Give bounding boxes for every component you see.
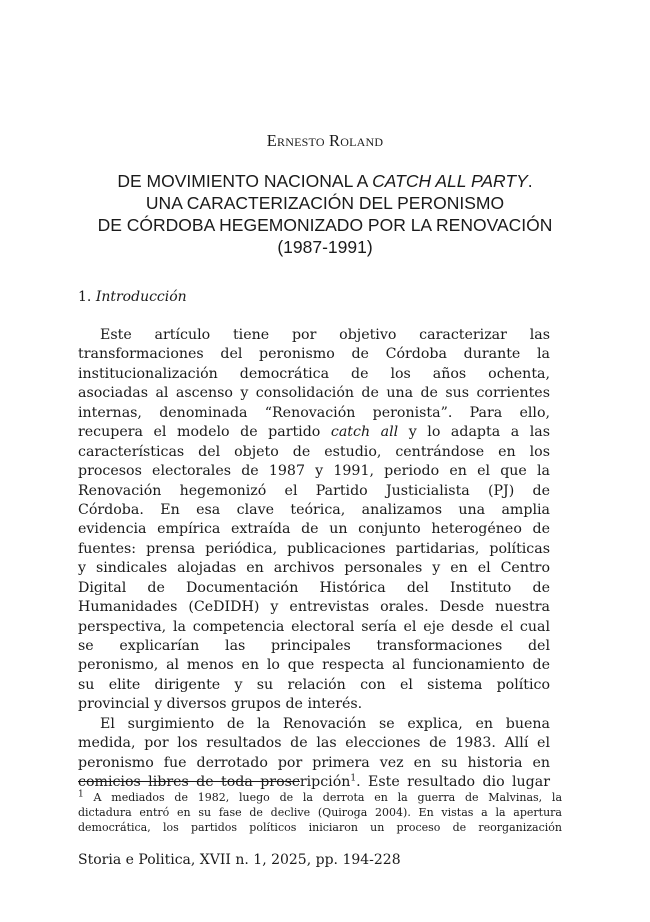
paragraph-line: Humanidades (CeDIDH) y entrevistas orales. Desde nuestra: [78, 599, 550, 616]
paragraph-line: institucionalización democrática de los años ochenta,: [78, 365, 550, 382]
paragraph-line: su elite dirigente y su relación con el sistema político: [78, 676, 550, 693]
paragraph-line: Renovación hegemonizó el Partido Justicialista (PJ) de: [78, 482, 550, 499]
paragraph-line: recupera el modelo de partido catch all y lo adapta a las: [78, 424, 550, 441]
title-line-2: UNA CARACTERIZACIÓN DEL PERONISMO: [145, 193, 505, 213]
paragraph-line: asociadas al ascenso y consolidación de una de sus corrientes: [78, 385, 550, 402]
paragraph-line: provincial y diversos grupos de interés.: [78, 696, 363, 713]
body-text: [78, 326, 550, 793]
paragraph-line: fuentes: prensa periódica, publicaciones partidarias, políticas: [78, 540, 550, 557]
paragraph-line: Digital de Documentación Histórica del Instituto de: [78, 579, 550, 596]
footnote-marker: 1: [78, 789, 84, 800]
section-number: 1.: [78, 289, 92, 305]
footnote-line: democrática, los partidos políticos iniciaron un proceso de reorganización: [78, 821, 562, 834]
paragraph-line: peronismo, al menos en lo que respecta al funcionamiento de: [78, 657, 550, 674]
title-line-1: DE MOVIMIENTO NACIONAL A CATCH ALL PARTY.: [117, 171, 533, 191]
paragraph-line: características del objeto de estudio, centrándose en los: [78, 443, 550, 460]
paragraph-line: Este artículo tiene por objetivo caracterizar las: [100, 327, 550, 343]
paragraph-line: peronismo fue derrotado por primera vez en su historia en: [78, 754, 550, 771]
footnote: [78, 790, 562, 835]
footnote-line: dictadura entró en su fase de declive (Quiroga 2004). En vistas a la apertura: [78, 806, 562, 819]
title-line-3: DE CÓRDOBA HEGEMONIZADO POR LA RENOVACIÓN: [97, 215, 553, 235]
section-title: Introducción: [95, 289, 187, 305]
paragraph-line: procesos electorales de 1987 y 1991, periodo en el que la: [78, 463, 550, 480]
paragraph-line: Córdoba. En esa clave teórica, analizamos una amplia: [78, 501, 550, 518]
title-line-4: (1987-1991): [277, 237, 373, 257]
author-name: Ernesto Roland: [266, 131, 384, 150]
title-italic-phrase: CATCH ALL PARTY: [372, 171, 528, 191]
footnote-separator: [78, 781, 300, 782]
paragraph-line: perspectiva, la competencia electoral sería el eje desde el cual: [78, 618, 550, 635]
paragraph-line: El surgimiento de la Renovación se explica, en buena: [100, 715, 550, 732]
journal-citation: Storia e Politica, XVII n. 1, 2025, pp. 194-228: [78, 852, 401, 868]
article-title: [60, 170, 590, 258]
paragraph-line: evidencia empírica extraída de un conjunto heterogéneo de: [78, 521, 550, 538]
paragraph-line: internas, denominada “Renovación peronista”. Para ello,: [78, 404, 550, 421]
paragraph-line: y sindicales alojadas en archivos personales y en el Centro: [78, 560, 550, 577]
paragraph-line: transformaciones del peronismo de Córdoba durante la: [78, 346, 550, 363]
paragraph-line: comicios libres de toda proscripción$^1$. Este resultado dio lugar: [78, 773, 550, 791]
paragraph-line: se explicarían las principales transformaciones del: [78, 638, 550, 654]
paragraph-line: medida, por los resultados de las elecciones de 1983. Allí el: [78, 735, 550, 752]
italic-term: catch all: [330, 424, 399, 441]
section-heading: [78, 289, 187, 305]
footnote-reference[interactable]: 1: [350, 773, 357, 784]
footnote-line: $^1$ A mediados de 1982, luego de la derrota en la guerra de Malvinas, la: [78, 789, 563, 804]
